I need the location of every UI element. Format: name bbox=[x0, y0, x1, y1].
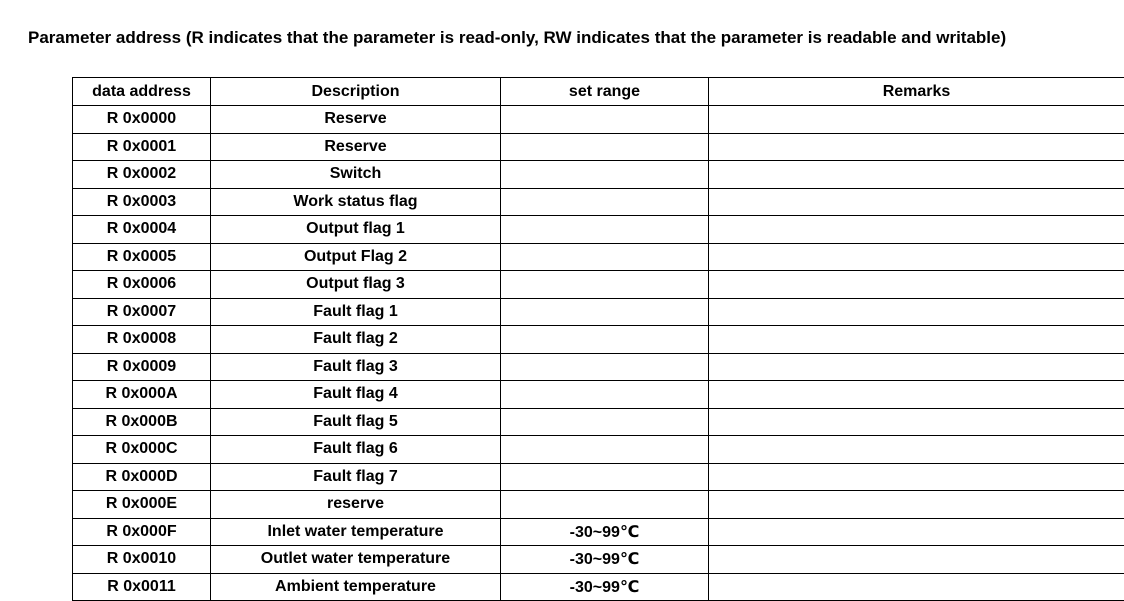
table-row bbox=[73, 188, 1124, 216]
cell-remarks bbox=[709, 133, 1124, 161]
cell-remarks bbox=[709, 298, 1124, 326]
cell-remarks bbox=[709, 326, 1124, 354]
cell-set-range bbox=[501, 216, 709, 244]
cell-description: Fault flag 4 bbox=[211, 381, 501, 409]
cell-description: Inlet water temperature bbox=[211, 518, 501, 546]
table-row bbox=[73, 161, 1124, 189]
cell-remarks bbox=[709, 546, 1124, 574]
cell-set-range bbox=[501, 436, 709, 464]
cell-address: R 0x000A bbox=[73, 381, 211, 409]
page-heading: Parameter address (R indicates that the parameter is read-only, RW indicates that the parameter is readable and writable) bbox=[28, 28, 1007, 47]
table-row bbox=[73, 491, 1124, 519]
cell-description: Fault flag 3 bbox=[211, 353, 501, 381]
cell-set-range bbox=[501, 188, 709, 216]
cell-set-range bbox=[501, 491, 709, 519]
cell-description: Output Flag 2 bbox=[211, 243, 501, 271]
cell-address: R 0x0006 bbox=[73, 271, 211, 299]
cell-address: R 0x0011 bbox=[73, 573, 211, 601]
cell-set-range bbox=[501, 243, 709, 271]
cell-address: R 0x000C bbox=[73, 436, 211, 464]
header-description: Description bbox=[211, 78, 501, 106]
cell-remarks bbox=[709, 408, 1124, 436]
cell-description: Output flag 1 bbox=[211, 216, 501, 244]
cell-set-range bbox=[501, 326, 709, 354]
table-row bbox=[73, 243, 1124, 271]
cell-address: R 0x000D bbox=[73, 463, 211, 491]
table-header-row bbox=[73, 78, 1124, 106]
table-row bbox=[73, 381, 1124, 409]
cell-address: R 0x000B bbox=[73, 408, 211, 436]
table-row bbox=[73, 353, 1124, 381]
cell-description: Fault flag 5 bbox=[211, 408, 501, 436]
cell-address: R 0x0005 bbox=[73, 243, 211, 271]
table-row bbox=[73, 298, 1124, 326]
cell-description: Outlet water temperature bbox=[211, 546, 501, 574]
table-row bbox=[73, 436, 1124, 464]
cell-set-range bbox=[501, 463, 709, 491]
cell-remarks bbox=[709, 436, 1124, 464]
cell-description: reserve bbox=[211, 491, 501, 519]
cell-set-range bbox=[501, 271, 709, 299]
cell-remarks bbox=[709, 353, 1124, 381]
cell-description: Work status flag bbox=[211, 188, 501, 216]
table-row bbox=[73, 271, 1124, 299]
cell-remarks bbox=[709, 573, 1124, 601]
cell-set-range: -30~99℃ bbox=[501, 518, 709, 546]
cell-remarks bbox=[709, 518, 1124, 546]
cell-address: R 0x0010 bbox=[73, 546, 211, 574]
cell-address: R 0x0009 bbox=[73, 353, 211, 381]
cell-address: R 0x000F bbox=[73, 518, 211, 546]
cell-description: Fault flag 2 bbox=[211, 326, 501, 354]
header-set-range: set range bbox=[501, 78, 709, 106]
cell-set-range bbox=[501, 106, 709, 134]
table-body bbox=[73, 106, 1124, 601]
cell-description: Reserve bbox=[211, 133, 501, 161]
cell-address: R 0x0001 bbox=[73, 133, 211, 161]
cell-remarks bbox=[709, 271, 1124, 299]
cell-remarks bbox=[709, 381, 1124, 409]
table-row bbox=[73, 408, 1124, 436]
cell-address: R 0x0000 bbox=[73, 106, 211, 134]
cell-remarks bbox=[709, 188, 1124, 216]
cell-address: R 0x000E bbox=[73, 491, 211, 519]
cell-description: Reserve bbox=[211, 106, 501, 134]
table-row bbox=[73, 518, 1124, 546]
cell-set-range bbox=[501, 161, 709, 189]
cell-address: R 0x0003 bbox=[73, 188, 211, 216]
table-row bbox=[73, 133, 1124, 161]
cell-address: R 0x0007 bbox=[73, 298, 211, 326]
cell-remarks bbox=[709, 216, 1124, 244]
cell-address: R 0x0008 bbox=[73, 326, 211, 354]
cell-remarks bbox=[709, 491, 1124, 519]
cell-set-range bbox=[501, 298, 709, 326]
cell-remarks bbox=[709, 161, 1124, 189]
cell-description: Fault flag 1 bbox=[211, 298, 501, 326]
cell-description: Fault flag 7 bbox=[211, 463, 501, 491]
cell-remarks bbox=[709, 243, 1124, 271]
parameter-table bbox=[72, 77, 1124, 601]
header-data-address: data address bbox=[73, 78, 211, 106]
cell-description: Output flag 3 bbox=[211, 271, 501, 299]
cell-set-range bbox=[501, 353, 709, 381]
table-row bbox=[73, 546, 1124, 574]
cell-description: Fault flag 6 bbox=[211, 436, 501, 464]
cell-set-range bbox=[501, 381, 709, 409]
cell-remarks bbox=[709, 463, 1124, 491]
cell-set-range bbox=[501, 133, 709, 161]
table-row bbox=[73, 463, 1124, 491]
cell-remarks bbox=[709, 106, 1124, 134]
table-row bbox=[73, 573, 1124, 601]
cell-set-range bbox=[501, 408, 709, 436]
header-remarks: Remarks bbox=[709, 78, 1124, 106]
table-row bbox=[73, 106, 1124, 134]
cell-address: R 0x0002 bbox=[73, 161, 211, 189]
cell-description: Switch bbox=[211, 161, 501, 189]
cell-set-range: -30~99℃ bbox=[501, 546, 709, 574]
cell-description: Ambient temperature bbox=[211, 573, 501, 601]
cell-set-range: -30~99℃ bbox=[501, 573, 709, 601]
table-row bbox=[73, 216, 1124, 244]
table-row bbox=[73, 326, 1124, 354]
cell-address: R 0x0004 bbox=[73, 216, 211, 244]
